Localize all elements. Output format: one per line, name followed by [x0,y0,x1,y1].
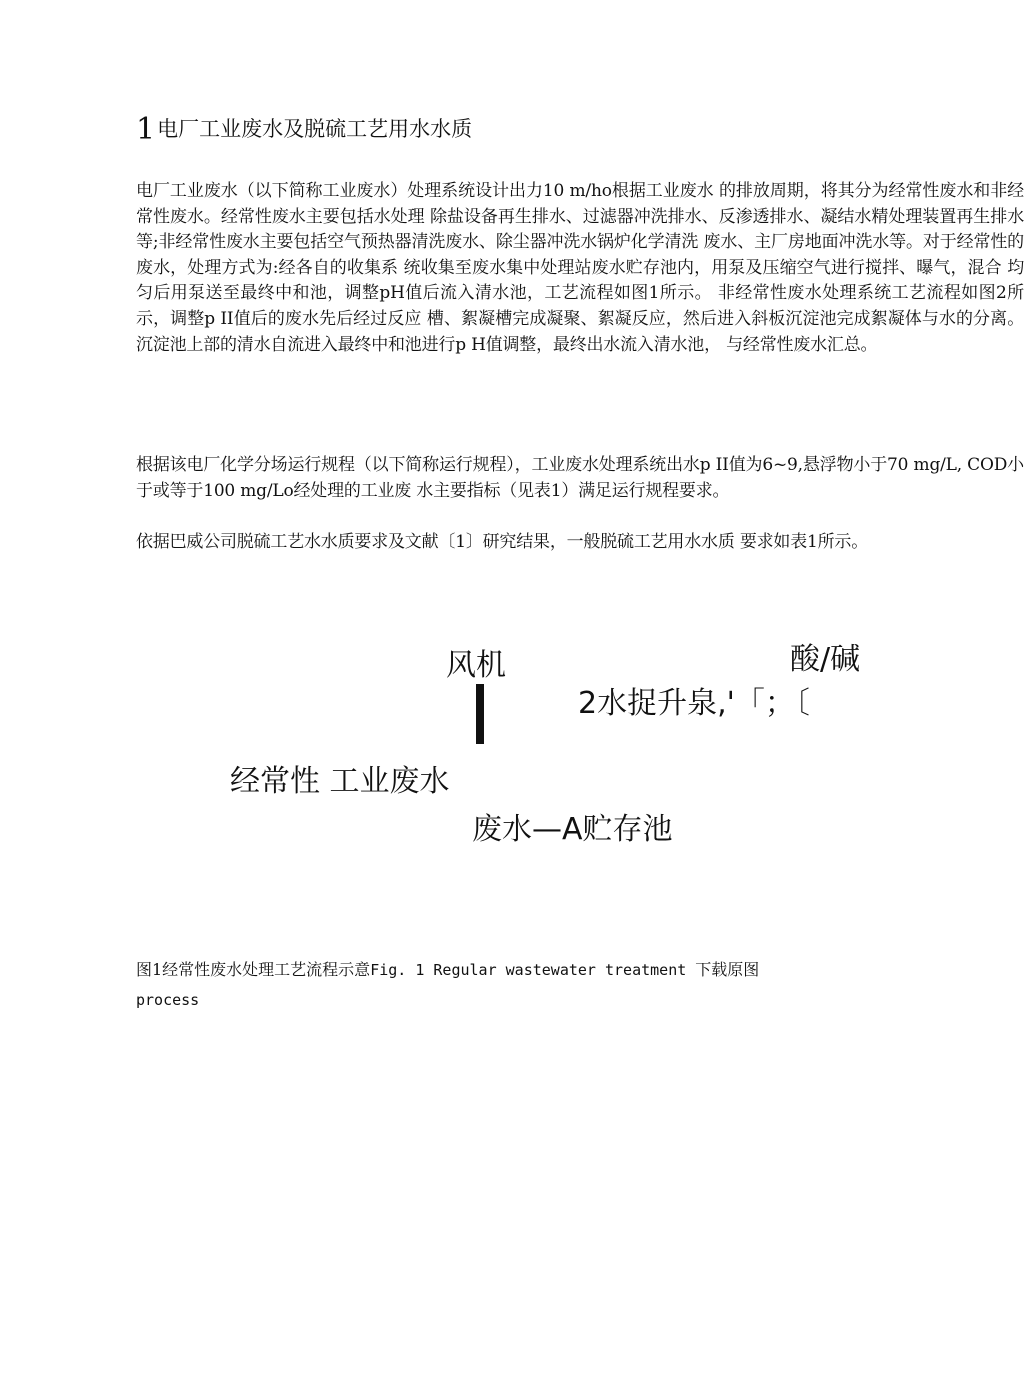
process-flow-figure [0,630,1024,860]
caption-chinese: 图1经常性废水处理工艺流程示意 [136,960,371,979]
paragraph-wastewater-system: 电厂工业废水（以下简称工业废水）处理系统设计出力10 m/ho根据工业废水 的排放周期，将其分为经常性废水和非经常性废水。经常性废水主要包括水处理 除盐设备再生排水、过滤器冲洗排水、反渗透排水、凝结水精处理装置再生排水 等;非经常性废水主要包括空气预热器清洗废水、除尘器冲洗水锅炉化学清洗 废水、主厂房地面冲洗水等。对于经常性的废水，处理方式为:经各自的收集系 统收集至废水集中处理站废水贮存池内，用泵及压缩空气进行搅拌、曝气，混合 均匀后用泵送至最终中和池，调整pH值后流入清水池，工艺流程如图1所示。 非经常性废水处理系统工艺流程如图2所示，调整p II值后的废水先后经过反应 槽、絮凝槽完成凝聚、絮凝反应，然后进入斜板沉淀池完成絮凝体与水的分离。 沉淀池上部的清水自流进入最终中和池进行p H值调整，最终出水流入清水池， 与经常性废水汇总。 [136,181,1024,355]
download-original-link[interactable]: 下载原图 [695,960,760,979]
caption-english: Fig. 1 Regular wastewater treatment [370,961,696,979]
section-title: 电厂工业废水及脱硫工艺用水水质 [157,117,473,141]
storage-tank-label: 废水—A贮存池 [472,812,673,847]
caption-english-tail: process [136,991,200,1009]
section-heading [136,112,472,147]
paragraph-desulfurization-requirements: 依据巴威公司脱硫工艺水水质要求及文献〔1〕研究结果，一般脱硫工艺用水水质 要求如表1所示。 [136,532,869,552]
paragraph-operating-rules: 根据该电厂化学分场运行规程（以下简称运行规程），工业废水处理系统出水p II值为6~9,悬浮物小于70 mg/L, COD小于或等于100 mg/Lo经处理的工业废 水主要指标（见表1）满足运行规程要求。 [136,455,1024,501]
figure-caption [136,955,896,1015]
acid-alkali-label: 酸/碱 [790,642,861,677]
regular-wastewater-label: 经常性 工业废水 [230,764,450,799]
fan-connector-line [476,684,484,744]
lift-pump-label: 2水捉升泉,'「；〔 [578,686,810,721]
fan-label: 风机 [446,648,506,683]
section-number: 1 [136,112,156,147]
